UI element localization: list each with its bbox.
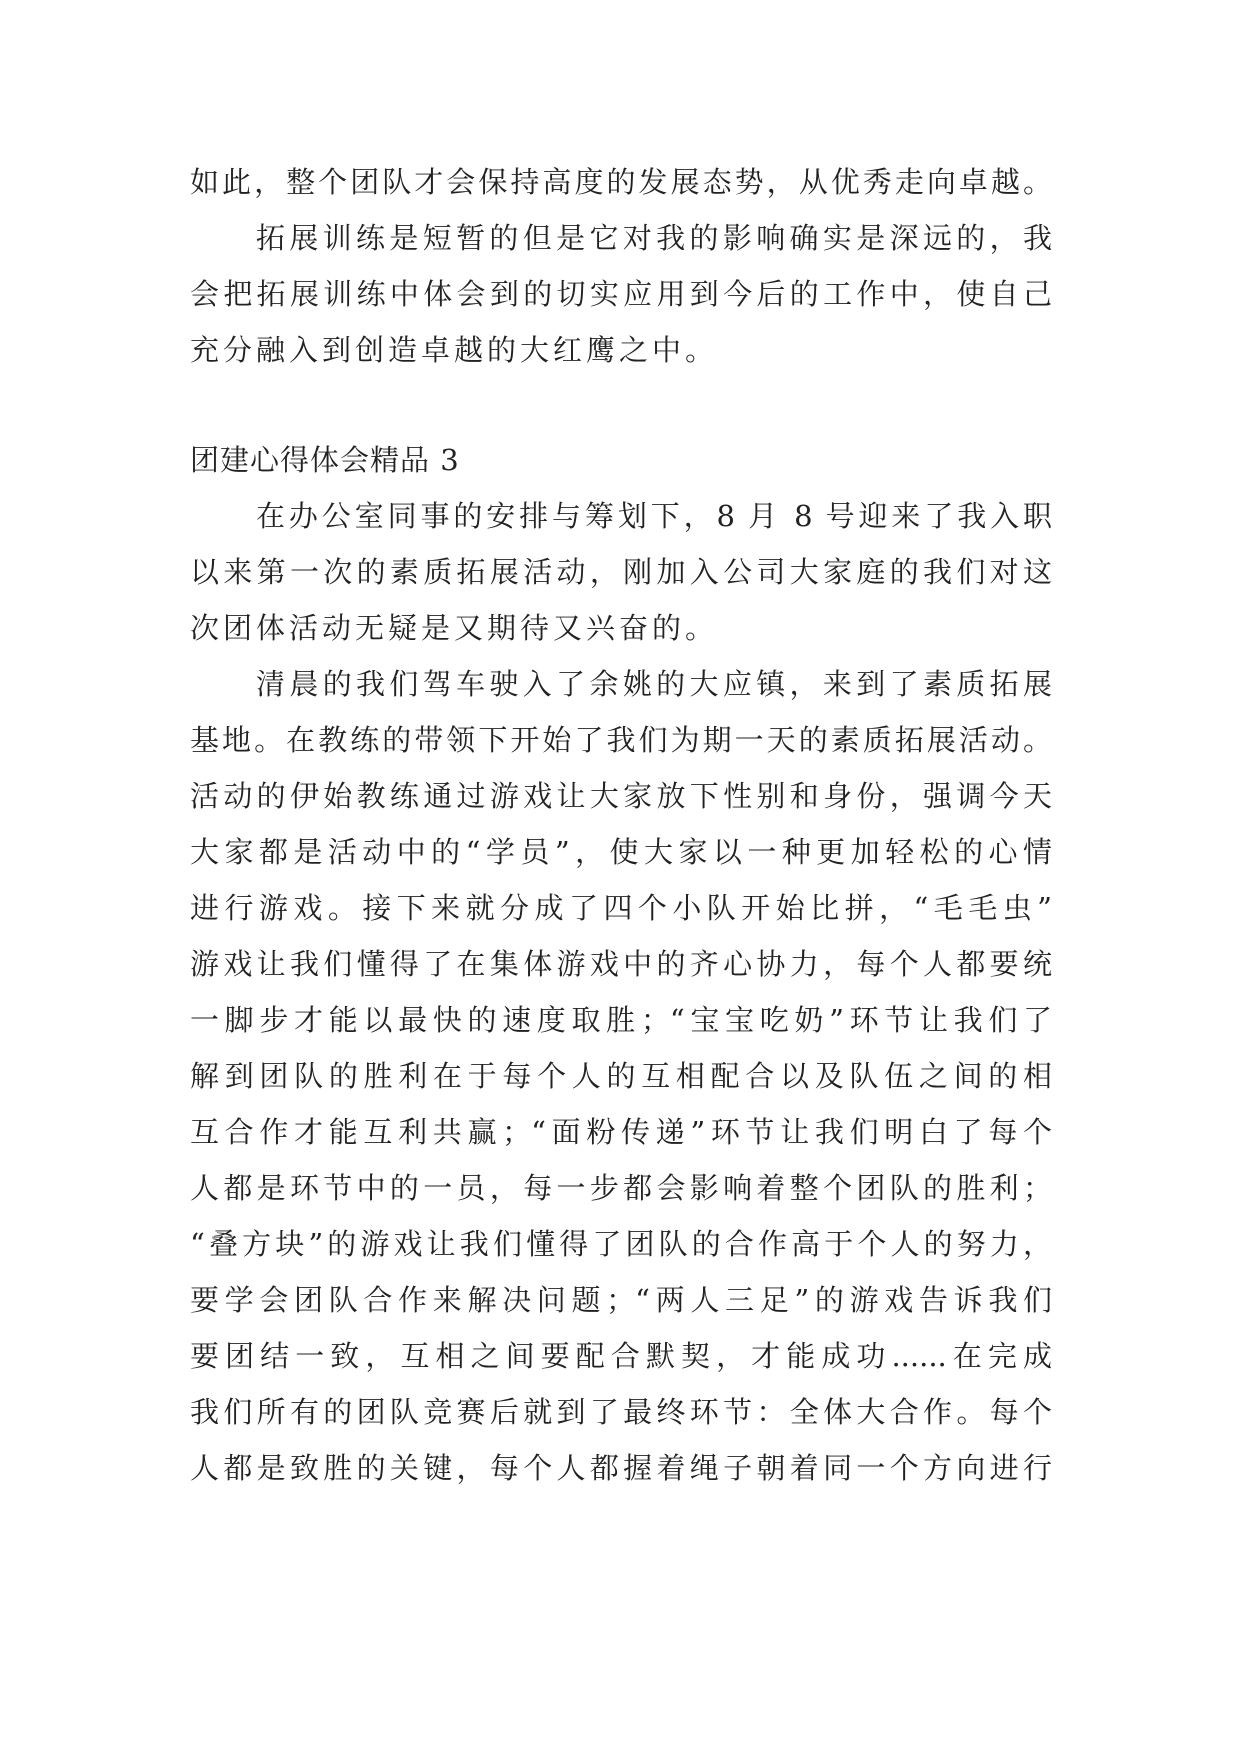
paragraph-line: 以来第一次的素质拓展活动，刚加入公司大家庭的我们对这 — [190, 555, 1052, 589]
paragraph-line: 互合作才能互利共赢；“面粉传递”环节让我们明白了每个 — [190, 1115, 1052, 1149]
paragraph-line: 如此，整个团队才会保持高度的发展态势，从优秀走向卓越。 — [190, 165, 1052, 199]
paragraph-line: 进行游戏。接下来就分成了四个小队开始比拼，“毛毛虫” — [190, 891, 1052, 925]
paragraph-line: 要团结一致，互相之间要配合默契，才能成功......在完成 — [190, 1339, 1052, 1373]
paragraph-line: 大家都是活动中的“学员”，使大家以一种更加轻松的心情 — [190, 835, 1052, 869]
paragraph-line: 要学会团队合作来解决问题；“两人三足”的游戏告诉我们 — [190, 1283, 1052, 1317]
paragraph-line: 人都是致胜的关键，每个人都握着绳子朝着同一个方向进行 — [190, 1451, 1052, 1485]
section-title: 团建心得体会精品 3 — [190, 443, 460, 477]
paragraph-line: 一脚步才能以最快的速度取胜；“宝宝吃奶”环节让我们了 — [190, 1003, 1052, 1037]
paragraph-line: “叠方块”的游戏让我们懂得了团队的合作高于个人的努力， — [190, 1227, 1052, 1261]
paragraph-line: 解到团队的胜利在于每个人的互相配合以及队伍之间的相 — [190, 1059, 1052, 1093]
paragraph-line: 人都是环节中的一员，每一步都会影响着整个团队的胜利； — [190, 1171, 1052, 1205]
paragraph-line: 拓展训练是短暂的但是它对我的影响确实是深远的，我 — [256, 221, 1052, 255]
paragraph-line: 在办公室同事的安排与筹划下，8 月 8 号迎来了我入职 — [256, 499, 1052, 533]
paragraph-line: 我们所有的团队竞赛后就到了最终环节：全体大合作。每个 — [190, 1395, 1052, 1429]
paragraph-line: 活动的伊始教练通过游戏让大家放下性别和身份，强调今天 — [190, 779, 1052, 813]
paragraph-line: 清晨的我们驾车驶入了余姚的大应镇，来到了素质拓展 — [256, 667, 1052, 701]
paragraph-line: 次团体活动无疑是又期待又兴奋的。 — [190, 611, 719, 645]
paragraph-line: 游戏让我们懂得了在集体游戏中的齐心协力，每个人都要统 — [190, 947, 1052, 981]
paragraph-line: 会把拓展训练中体会到的切实应用到今后的工作中，使自己 — [190, 277, 1052, 311]
paragraph-line: 充分融入到创造卓越的大红鹰之中。 — [190, 333, 719, 367]
paragraph-line: 基地。在教练的带领下开始了我们为期一天的素质拓展活动。 — [190, 723, 1052, 757]
